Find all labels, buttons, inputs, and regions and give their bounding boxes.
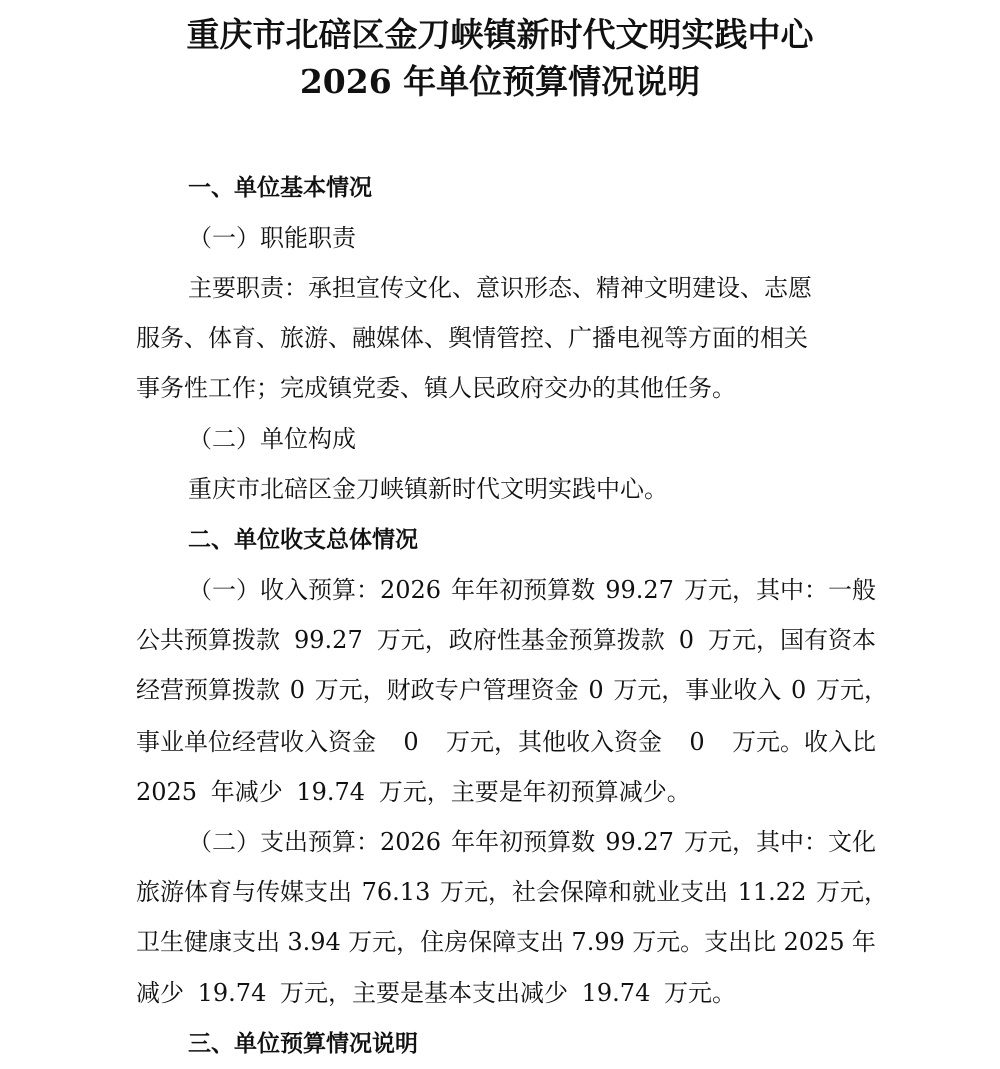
year-value: 2025 bbox=[136, 778, 198, 806]
year-value: 2025 bbox=[783, 928, 845, 956]
section-heading-basic-info: 一、单位基本情况 bbox=[188, 175, 372, 201]
amount-value: 0 bbox=[791, 676, 807, 704]
expense-line-1 bbox=[188, 826, 876, 858]
text-segment: 万元，政府性基金预算拨款 bbox=[376, 626, 665, 654]
text-segment: 主要职责：承担宣传文化、意识形态、精神文明建设、志愿 bbox=[188, 274, 812, 302]
functions-line-1 bbox=[188, 272, 876, 304]
document-title-line-1: 重庆市北碚区金刀峡镇新时代文明实践中心 bbox=[186, 15, 814, 54]
text-segment: 万元，国有资本 bbox=[708, 626, 876, 654]
amount-value: 19.74 bbox=[296, 778, 366, 806]
amount-value: 99.27 bbox=[605, 828, 674, 856]
amount-value: 99.27 bbox=[605, 576, 674, 604]
text-segment: 万元，事业收入 bbox=[613, 676, 782, 704]
functions-line-2 bbox=[136, 322, 876, 354]
subheading-composition: （二）单位构成 bbox=[188, 425, 356, 453]
text-segment: 事业单位经营收入资金 bbox=[136, 728, 376, 756]
text-segment: （二）支出预算：2026 bbox=[188, 828, 442, 856]
section-heading-revenue-expenditure: 二、单位收支总体情况 bbox=[188, 527, 418, 553]
text-segment: （一）收入预算：2026 bbox=[188, 576, 442, 604]
text-segment: 万元，主要是基本支出减少 bbox=[280, 979, 568, 1007]
text-segment: 万元，主要是年初预算减少。 bbox=[378, 778, 691, 806]
amount-value: 11.22 bbox=[737, 878, 807, 906]
subheading-functions: （一）职能职责 bbox=[188, 224, 356, 252]
text-segment: 年年初预算数 bbox=[451, 576, 596, 604]
text-segment: 万元，其中：文化 bbox=[683, 828, 876, 856]
amount-value: 0 bbox=[403, 728, 419, 756]
income-line-2 bbox=[136, 624, 876, 656]
text-segment: 万元，其他收入资金 bbox=[446, 728, 662, 756]
text-segment: 公共预算拨款 bbox=[136, 626, 280, 654]
text-segment: 年 bbox=[851, 928, 876, 956]
text-segment: 卫生健康支出 bbox=[136, 928, 280, 956]
income-line-1 bbox=[188, 574, 876, 606]
text-segment: 万元。支出比 bbox=[632, 928, 777, 956]
text-segment: 万元， bbox=[816, 878, 888, 906]
functions-line-3 bbox=[136, 372, 736, 404]
text-segment: 万元，其中：一般 bbox=[683, 576, 876, 604]
expense-line-4 bbox=[136, 977, 736, 1009]
income-line-5 bbox=[136, 776, 691, 808]
text-segment: 万元。 bbox=[664, 979, 736, 1007]
text-segment: 年年初预算数 bbox=[451, 828, 596, 856]
text-segment: 万元，财政专户管理资金 bbox=[314, 676, 579, 704]
amount-value: 3.94 bbox=[287, 928, 341, 956]
amount-value: 0 bbox=[588, 676, 604, 704]
text-segment: 年减少 bbox=[210, 778, 283, 806]
text-segment: 万元， bbox=[815, 676, 888, 704]
amount-value: 0 bbox=[289, 676, 305, 704]
text-segment: 服务、体育、旅游、融媒体、舆情管控、广播电视等方面的相关 bbox=[136, 324, 808, 352]
income-line-3 bbox=[136, 674, 888, 706]
text-segment: 万元，住房保障支出 bbox=[348, 928, 565, 956]
text-segment: 旅游体育与传媒支出 bbox=[136, 878, 352, 906]
amount-value: 76.13 bbox=[361, 878, 431, 906]
text-segment: 万元。收入比 bbox=[732, 728, 876, 756]
amount-value: 7.99 bbox=[571, 928, 625, 956]
text-segment: 事务性工作；完成镇党委、镇人民政府交办的其他任务。 bbox=[136, 374, 736, 402]
document-title-line-2: 2026 年单位预算情况说明 bbox=[299, 62, 701, 101]
text-segment: 经营预算拨款 bbox=[136, 676, 280, 704]
expense-line-3 bbox=[136, 926, 876, 958]
amount-value: 19.74 bbox=[197, 979, 267, 1007]
amount-value: 19.74 bbox=[581, 979, 651, 1007]
composition-text: 重庆市北碚区金刀峡镇新时代文明实践中心。 bbox=[188, 475, 668, 503]
section-heading-budget-explanation: 三、单位预算情况说明 bbox=[188, 1031, 418, 1057]
amount-value: 0 bbox=[678, 626, 694, 654]
income-line-4 bbox=[136, 726, 876, 758]
amount-value: 0 bbox=[689, 728, 705, 756]
text-segment: 减少 bbox=[136, 979, 184, 1007]
text-segment: 万元，社会保障和就业支出 bbox=[440, 878, 728, 906]
amount-value: 99.27 bbox=[294, 626, 363, 654]
expense-line-2 bbox=[136, 876, 888, 908]
